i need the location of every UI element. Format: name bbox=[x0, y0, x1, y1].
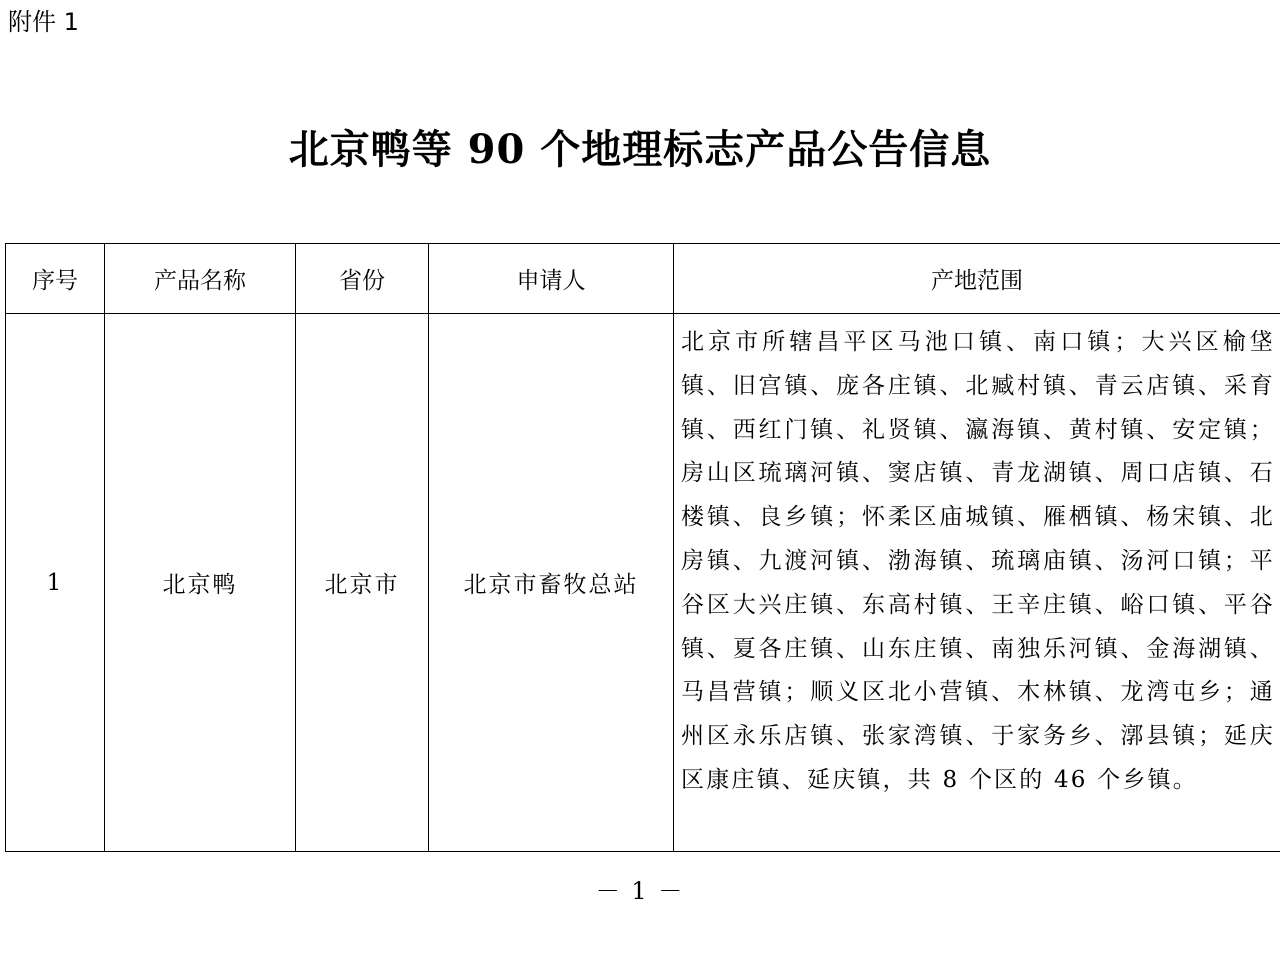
cell-product-name: 北京鸭 bbox=[105, 314, 296, 852]
cell-origin-range: 北京市所辖昌平区马池口镇、南口镇；大兴区榆垡镇、旧宫镇、庞各庄镇、北臧村镇、青云店镇、采育镇、西红门镇、礼贤镇、瀛海镇、黄村镇、安定镇；房山区琉璃河镇、窦店镇、青龙湖镇、周口店镇、石楼镇、良乡镇；怀柔区庙城镇、雁栖镇、杨宋镇、北房镇、九渡河镇、渤海镇、琉璃庙镇、汤河口镇；平谷区大兴庄镇、东高村镇、王辛庄镇、峪口镇、平谷镇、夏各庄镇、山东庄镇、南独乐河镇、金海湖镇、马昌营镇；顺义区北小营镇、木林镇、龙湾屯乡；通州区永乐店镇、张家湾镇、于家务乡、漷县镇；延庆区康庄镇、延庆镇，共 8 个区的 46 个乡镇。 bbox=[674, 314, 1280, 852]
table-header-row bbox=[6, 244, 1280, 314]
header-province: 省份 bbox=[296, 244, 429, 314]
page-number: － 1 － bbox=[595, 877, 685, 905]
attachment-label: 附件 1 bbox=[8, 8, 79, 36]
cell-applicant: 北京市畜牧总站 bbox=[429, 314, 674, 852]
document-title: 北京鸭等 90 个地理标志产品公告信息 bbox=[288, 126, 992, 173]
header-origin-range: 产地范围 bbox=[674, 244, 1280, 314]
table-row bbox=[6, 314, 1280, 852]
cell-province: 北京市 bbox=[296, 314, 429, 852]
header-product-name: 产品名称 bbox=[105, 244, 296, 314]
header-applicant: 申请人 bbox=[429, 244, 674, 314]
header-index: 序号 bbox=[6, 244, 105, 314]
geographical-indication-table bbox=[5, 243, 1280, 852]
cell-index: 1 bbox=[6, 314, 105, 852]
